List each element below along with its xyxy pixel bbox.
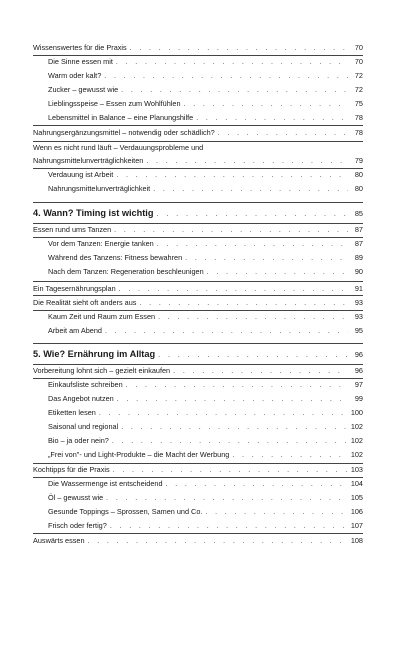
dot-leader xyxy=(106,494,348,504)
toc-entry-page: 102 xyxy=(350,450,363,459)
toc-subentry xyxy=(48,170,363,180)
toc-entry-title: Zucker – gewusst wie xyxy=(48,85,119,94)
toc-entry-page: 93 xyxy=(354,312,363,321)
toc-entry-title: Öl – gewusst wie xyxy=(48,493,104,502)
dot-leader xyxy=(116,171,348,181)
chapter-heading xyxy=(33,348,363,360)
toc-entry-title: Verdauung ist Arbeit xyxy=(48,170,114,179)
toc-entry-page: 78 xyxy=(354,128,363,137)
toc-entry-page: 87 xyxy=(354,225,363,234)
divider xyxy=(33,281,363,282)
divider xyxy=(33,533,363,534)
divider xyxy=(33,364,363,365)
dot-leader xyxy=(126,381,348,391)
toc-subentry xyxy=(48,184,363,194)
toc-entry-title: Saisonal und regional xyxy=(48,422,119,431)
toc-entry-page: 89 xyxy=(354,253,363,262)
toc-entry xyxy=(33,536,363,546)
toc-entry xyxy=(33,225,363,235)
toc-entry xyxy=(33,128,363,138)
toc-subentry xyxy=(48,450,363,460)
toc-subentry xyxy=(48,394,363,404)
toc-entry-title: Wissenswertes für die Praxis xyxy=(33,43,127,52)
toc-entry-title: Wenn es nicht rund läuft – Verdauungsprobleme und xyxy=(33,143,204,152)
dot-leader xyxy=(207,268,348,278)
dot-leader xyxy=(205,508,347,518)
toc-entry-title: Lebensmittel in Balance – eine Planungshilfe xyxy=(48,113,194,122)
toc-entry-page: 102 xyxy=(350,422,363,431)
toc-entry-page: 75 xyxy=(354,99,363,108)
toc-entry xyxy=(33,465,363,475)
dot-leader xyxy=(158,313,348,323)
toc-entry-title: Arbeit am Abend xyxy=(48,326,102,335)
dot-leader xyxy=(114,226,348,236)
chapter-title: 5. Wie? Ernährung im Alltag xyxy=(33,349,156,359)
dot-leader xyxy=(185,254,348,264)
divider xyxy=(33,295,363,296)
toc-entry xyxy=(33,366,363,376)
toc-entry-page: 80 xyxy=(354,184,363,193)
toc-subentry xyxy=(48,436,363,446)
divider xyxy=(33,55,363,56)
toc-subentry xyxy=(48,57,363,67)
toc-entry-title: Nahrungsergänzungsmittel – notwendig oder schädlich? xyxy=(33,128,215,137)
divider xyxy=(33,125,363,126)
toc-subentry xyxy=(48,253,363,263)
toc-entry-page: 70 xyxy=(354,43,363,52)
toc-entry-title: Essen rund ums Tanzen xyxy=(33,225,112,234)
dot-leader xyxy=(184,100,348,110)
toc-entry-page: 107 xyxy=(350,521,363,530)
toc-entry-page: 97 xyxy=(354,380,363,389)
toc-entry-page: 103 xyxy=(350,465,363,474)
dot-leader xyxy=(153,185,348,195)
toc-entry-title: „Frei von"- und Light-Produkte – die Macht der Werbung xyxy=(48,450,230,459)
dot-leader xyxy=(173,367,348,377)
divider xyxy=(33,477,363,478)
toc-entry xyxy=(33,156,363,166)
toc-subentry xyxy=(48,380,363,390)
toc-entry-page: 85 xyxy=(354,209,363,218)
toc-entry xyxy=(33,43,363,53)
toc-entry-page: 95 xyxy=(354,326,363,335)
toc-entry-page: 87 xyxy=(354,239,363,248)
toc-entry-title: Nach dem Tanzen: Regeneration beschleunigen xyxy=(48,267,204,276)
dot-leader xyxy=(112,437,348,447)
dot-leader xyxy=(113,466,348,476)
toc-entry-title: Die Realität sieht oft anders aus xyxy=(33,298,137,307)
dot-leader xyxy=(146,157,348,167)
toc-entry-page: 72 xyxy=(354,85,363,94)
toc-entry-page: 100 xyxy=(350,408,363,417)
toc-entry-page: 91 xyxy=(354,284,363,293)
dot-leader xyxy=(116,58,348,68)
dot-leader xyxy=(139,299,348,309)
toc-subentry xyxy=(48,267,363,277)
toc-entry-page: 78 xyxy=(354,113,363,122)
toc-entry xyxy=(33,284,363,294)
toc-entry-page: 70 xyxy=(354,57,363,66)
toc-entry-title: Etiketten lesen xyxy=(48,408,96,417)
toc-entry-page: 96 xyxy=(354,366,363,375)
dot-leader xyxy=(121,423,348,433)
toc-subentry xyxy=(48,507,363,517)
divider xyxy=(33,141,363,142)
divider xyxy=(33,202,363,203)
divider xyxy=(33,343,363,344)
dot-leader xyxy=(88,537,348,547)
dot-leader xyxy=(218,129,348,139)
toc-entry-page: 104 xyxy=(350,479,363,488)
toc-subentry xyxy=(48,312,363,322)
chapter-title: 4. Wann? Timing ist wichtig xyxy=(33,208,154,218)
dot-leader xyxy=(157,240,348,250)
toc-entry-title: Auswärts essen xyxy=(33,536,85,545)
toc-subentry xyxy=(48,85,363,95)
toc-entry-title: Vor dem Tanzen: Energie tanken xyxy=(48,239,154,248)
toc-subentry xyxy=(48,521,363,531)
toc-entry-page: 93 xyxy=(354,298,363,307)
dot-leader xyxy=(121,86,348,96)
divider xyxy=(33,168,363,169)
toc-subentry xyxy=(48,239,363,249)
dot-leader xyxy=(158,349,348,361)
divider xyxy=(33,378,363,379)
toc-subentry xyxy=(48,479,363,489)
toc-entry-title: Vorbereitung lohnt sich – gezielt einkaufen xyxy=(33,366,171,375)
toc-entry-page: 106 xyxy=(350,507,363,516)
toc-entry-title: Kochtipps für die Praxis xyxy=(33,465,110,474)
dot-leader xyxy=(196,114,348,124)
chapter-heading xyxy=(33,207,363,219)
toc-subentry xyxy=(48,113,363,123)
toc-subentry xyxy=(48,408,363,418)
toc-entry-title: Kaum Zeit und Raum zum Essen xyxy=(48,312,156,321)
divider xyxy=(33,463,363,464)
toc-entry-title: Gesunde Toppings – Sprossen, Samen und Co. xyxy=(48,507,203,516)
toc-entry-title: Lieblingsspeise – Essen zum Wohlfühlen xyxy=(48,99,181,108)
toc-entry-title: Frisch oder fertig? xyxy=(48,521,107,530)
toc-entry-title: Nahrungsmittelunverträglichkeiten xyxy=(33,156,144,165)
toc-subentry xyxy=(48,71,363,81)
divider xyxy=(33,237,363,238)
toc-entry-line1 xyxy=(33,143,363,153)
divider xyxy=(33,223,363,224)
toc-entry-page: 105 xyxy=(350,493,363,502)
dot-leader xyxy=(130,44,348,54)
toc-entry-page: 102 xyxy=(350,436,363,445)
toc-entry-page: 72 xyxy=(354,71,363,80)
toc-entry-title: Ein Tagesernährungsplan xyxy=(33,284,116,293)
toc-entry-title: Die Wassermenge ist entscheidend xyxy=(48,479,163,488)
dot-leader xyxy=(166,480,348,490)
toc-entry-page: 80 xyxy=(354,170,363,179)
dot-leader xyxy=(119,285,348,295)
dot-leader xyxy=(232,451,347,461)
toc-entry-page: 108 xyxy=(350,536,363,545)
dot-leader xyxy=(104,72,348,82)
toc-entry-page: 90 xyxy=(354,267,363,276)
toc-entry-title: Während des Tanzens: Fitness bewahren xyxy=(48,253,183,262)
toc-entry-title: Bio – ja oder nein? xyxy=(48,436,109,445)
toc-entry-page: 99 xyxy=(354,394,363,403)
divider xyxy=(33,310,363,311)
dot-leader xyxy=(105,327,348,337)
toc-entry-title: Nahrungsmittelunverträglichkeit xyxy=(48,184,151,193)
toc-entry-page: 79 xyxy=(354,156,363,165)
toc-subentry xyxy=(48,493,363,503)
dot-leader xyxy=(110,522,348,532)
toc-entry-page: 96 xyxy=(354,350,363,359)
dot-leader xyxy=(156,208,348,220)
toc-subentry xyxy=(48,326,363,336)
dot-leader xyxy=(117,395,348,405)
toc-entry-title: Einkaufsliste schreiben xyxy=(48,380,123,389)
toc-subentry xyxy=(48,422,363,432)
toc-entry-title: Das Angebot nutzen xyxy=(48,394,114,403)
toc-entry-title: Warm oder kalt? xyxy=(48,71,102,80)
dot-leader xyxy=(99,409,348,419)
toc-entry-title: Die Sinne essen mit xyxy=(48,57,113,66)
toc-entry xyxy=(33,298,363,308)
toc-subentry xyxy=(48,99,363,109)
